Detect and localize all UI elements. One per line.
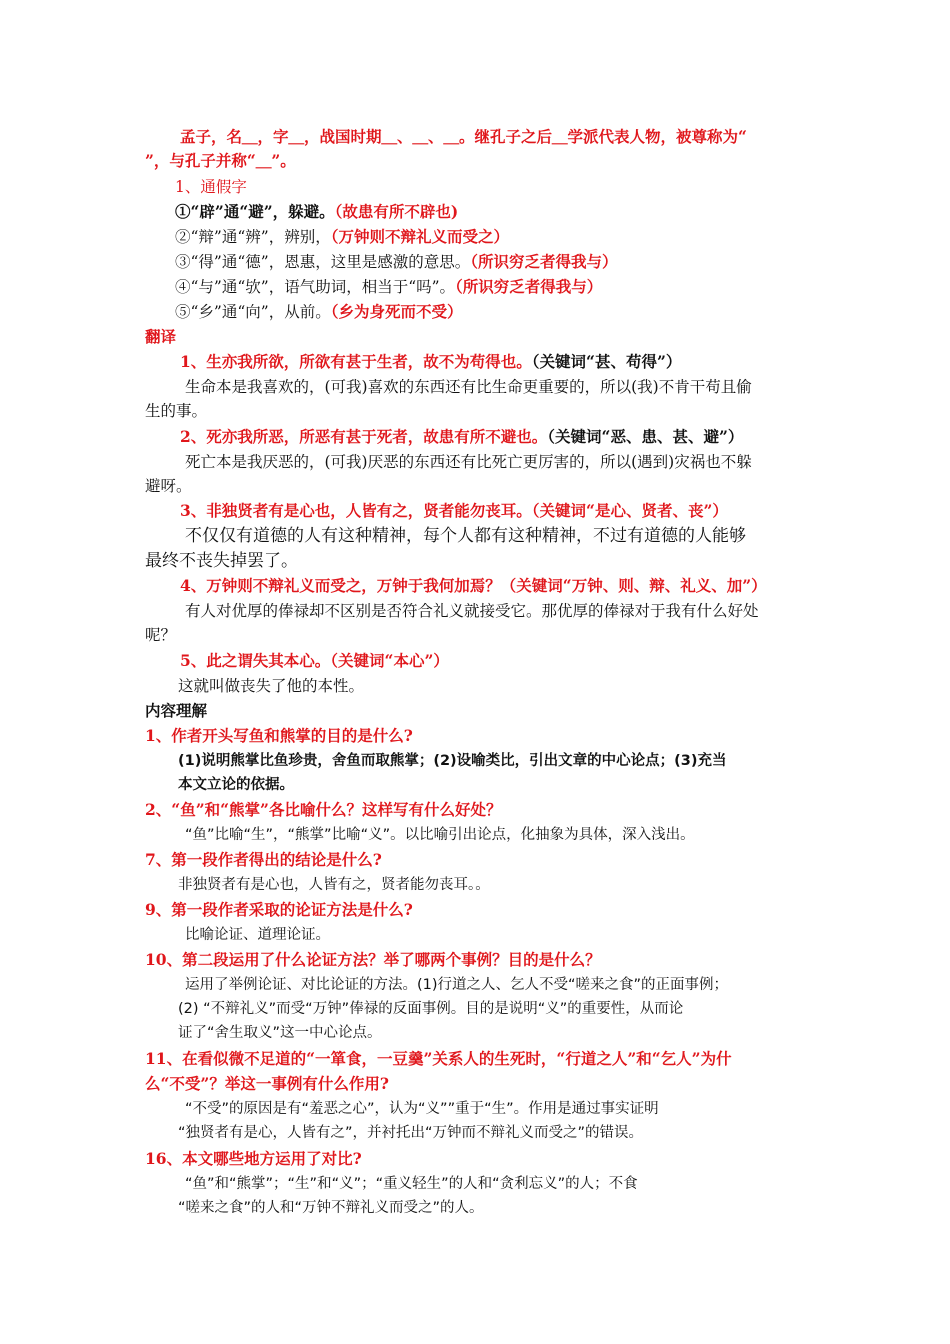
intro-line-2: ”，与孔子并称“＿”。 [145, 151, 296, 170]
answer-line: 本文立论的依据。 [178, 777, 294, 793]
tongjiazi-heading: 1、通假字 [175, 178, 247, 196]
answer-line: “鱼”比喻“生”，“熊掌”比喻“义”。以比喻引出论点，化抽象为具体，深入浅出。 [185, 827, 695, 843]
answer-line: 比喻论证、道理论证。 [185, 927, 330, 943]
tongjiazi-item: ⑤“乡”通“向”，从前。（乡为身死而不受） [175, 302, 463, 321]
tongjiazi-item: ④“与”通“欤”，语气助词，相当于“吗”。（所识穷乏者得我与） [175, 277, 603, 296]
tongjiazi-item: ③“得”通“德”，恩惠，这里是感激的意思。（所识穷乏者得我与） [175, 252, 618, 271]
question-11-cont: 么“不受”？举这一事例有什么作用? [145, 1074, 389, 1093]
question-7: 7、第一段作者得出的结论是什么? [145, 850, 382, 869]
answer-line: “不受”的原因是有“羞恶之心”，认为“义””重于“生”。作用是通过事实证明 [185, 1101, 659, 1117]
translation-sentence: 4、万钟则不辩礼义而受之，万钟于我何加焉？（关键词“万钟、则、辩、礼义、加”） [180, 576, 767, 595]
answer-line: (1)说明熊掌比鱼珍贵，舍鱼而取熊掌；(2)设喻类比，引出文章的中心论点；(3)充当 [178, 753, 727, 769]
answer-line: 证了“舍生取义”这一中心论点。 [178, 1025, 382, 1041]
answer-line: “鱼”和“熊掌”；“生”和“义”；“重义轻生”的人和“贪利忘义”的人；不食 [185, 1176, 638, 1192]
tongjiazi-item: ①“辟”通“避”，躲避。（故患有所不辟也) [175, 202, 459, 221]
translation-sentence: 5、此之谓失其本心。（关键词“本心”） [180, 651, 449, 670]
answer-line: 非独贤者有是心也，人皆有之，贤者能勿丧耳。。 [178, 877, 490, 893]
translation-answer: 生的事。 [145, 402, 208, 420]
tongjiazi-item: ②“辩”通“辨”，辨别，（万钟则不辩礼义而受之） [175, 227, 509, 246]
intro-line-1: 孟子，名＿，字＿，战国时期＿、＿、＿。继孔子之后＿学派代表人物，被尊称为“ [180, 127, 747, 146]
translation-answer: 最终不丧失掉罢了。 [145, 551, 298, 571]
question-16: 16、本文哪些地方运用了对比? [145, 1149, 362, 1168]
question-1: 1、作者开头写鱼和熊掌的目的是什么? [145, 726, 413, 745]
translation-answer: 生命本是我喜欢的，(可我)喜欢的东西还有比生命更重要的，所以(我)不肯干苟且偷 [185, 378, 752, 396]
translation-sentence: 1、生亦我所欲，所欲有甚于生者，故不为苟得也。（关键词“甚、苟得”） [180, 352, 682, 371]
translation-sentence: 2、死亦我所恶，所恶有甚于死者，故患有所不避也。（关键词“恶、患、甚、避”） [180, 427, 744, 446]
translation-answer: 避呀。 [145, 477, 192, 495]
translation-sentence: 3、非独贤者有是心也，人皆有之，贤者能勿丧耳。（关键词“是心、贤者、丧”） [180, 501, 728, 520]
translation-answer: 死亡本是我厌恶的，(可我)厌恶的东西还有比死亡更厉害的，所以(遇到)灾祸也不躲 [185, 453, 752, 471]
translation-answer: 呢？ [145, 626, 177, 644]
question-9: 9、第一段作者采取的论证方法是什么? [145, 900, 413, 919]
comprehension-heading: 内容理解 [145, 701, 208, 720]
question-11: 11、在看似微不足道的“一箪食，一豆羹”关系人的生死时，“行道之人”和“乞人”为什 [145, 1049, 732, 1068]
question-2: 2、“鱼”和“熊掌”各比喻什么？这样写有什么好处？ [145, 800, 502, 819]
answer-line: 运用了举例论证、对比论证的方法。(1)行道之人、乞人不受“嗟来之食”的正面事例； [185, 977, 729, 993]
answer-line: (2) “不辩礼义”而受“万钟”俸禄的反面事例。目的是说明“义”的重要性，从而论 [178, 1001, 684, 1017]
answer-line: “独贤者有是心，人皆有之”，并衬托出“万钟而不辩礼义而受之”的错误。 [178, 1125, 644, 1141]
translation-answer: 有人对优厚的俸禄却不区别是否符合礼义就接受它。那优厚的俸禄对于我有什么好处 [185, 602, 759, 620]
translation-answer: 这就叫做丧失了他的本性。 [178, 677, 365, 695]
translation-answer: 不仅仅有道德的人有这种精神，每个人都有这种精神，不过有道德的人能够 [185, 526, 746, 546]
answer-line: “嗟来之食”的人和“万钟不辩礼义而受之”的人。 [178, 1200, 484, 1216]
question-10: 10、第二段运用了什么论证方法？举了哪两个事例？目的是什么？ [145, 950, 601, 969]
translation-heading: 翻译 [145, 327, 177, 346]
